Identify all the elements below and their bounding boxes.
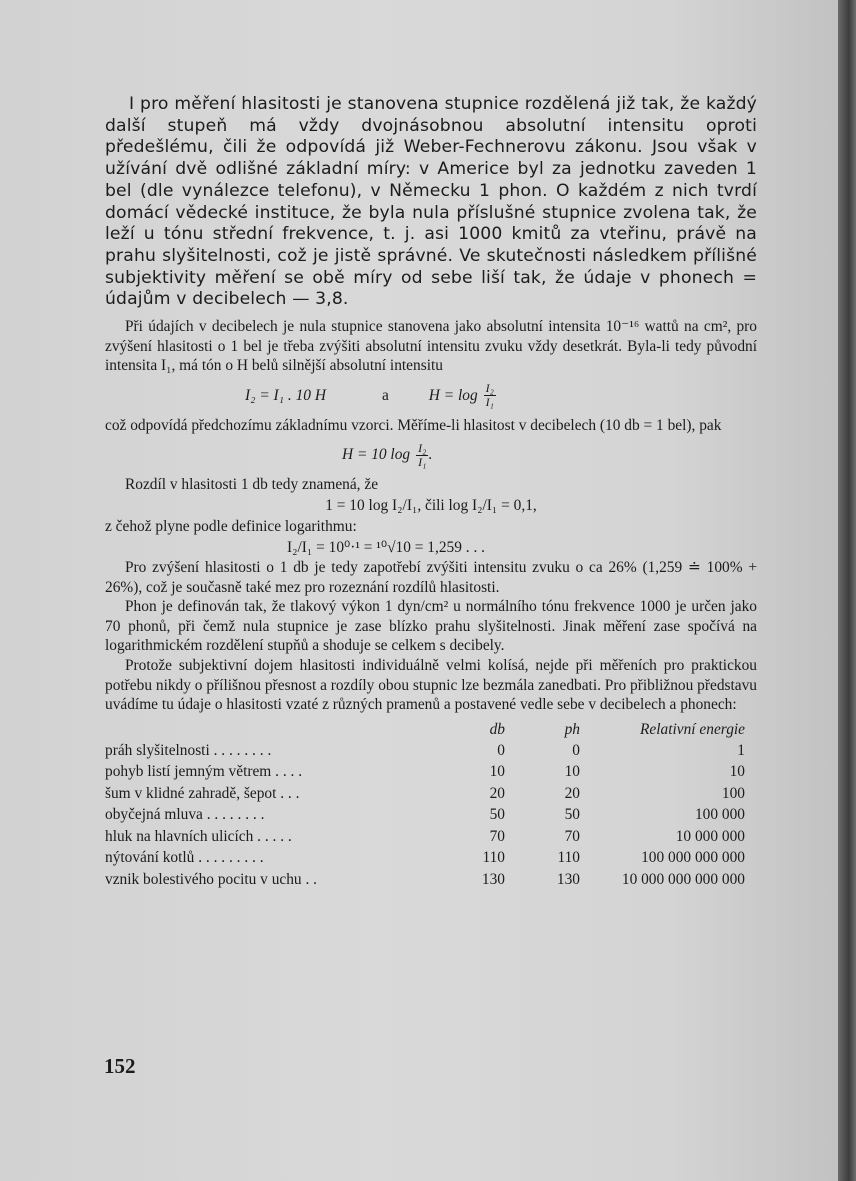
formula-intensity-and: a	[381, 386, 389, 404]
formula-decibel	[105, 435, 757, 475]
paragraph-comparison: Protože subjektivní dojem hlasitosti individuálně velmi kolísá, nejde při měřeních pro praktickou potřebu nikdy o přílišnou přesnost a rozdíly obou stupnic lze bezmála zanedbati. Pro přibližnou představu uvádíme tu údaje o hlasitosti vzaté z různých pramenů a postavené vedle sebe v decibelech a phonech:	[105, 656, 757, 714]
row-energy: 100 000	[694, 806, 745, 824]
page-gutter-shadow	[838, 0, 856, 1181]
row-energy: 100 000 000 000	[641, 849, 745, 867]
paragraph-one-db: Rozdíl v hlasitosti 1 db tedy znamená, že	[125, 476, 379, 494]
row-ph: 10	[564, 763, 580, 781]
table-row	[105, 847, 745, 869]
paragraph-decibel-definition: Při údajích v decibelech je nula stupnice stanovena jako absolutní intensita 10⁻¹⁶ wattů na cm², pro zvýšení hlasitosti o 1 bel je třeba zvýšiti absolutní intensitu zvuku vždy desetkrát. Byla-li tedy původní intensita I₁, má tón o H belů silnější absolutní intensitu	[105, 318, 757, 375]
paragraph-decibel-formula-intro: což odpovídá předchozímu základnímu vzorci. Měříme-li hlasitost v decibelech (10 db = 1 bel), pak	[105, 416, 722, 434]
line-log-definition: z čehož plyne podle definice logarithmu:	[105, 518, 357, 535]
header-ph: ph	[564, 720, 580, 738]
row-energy: 10	[729, 763, 745, 781]
table-row	[105, 826, 745, 848]
row-label: šum v klidné zahradě, šepot . . .	[105, 784, 300, 802]
row-ph: 50	[564, 806, 580, 824]
row-label: práh slyšitelnosti . . . . . . . .	[105, 741, 272, 759]
row-db: 70	[489, 827, 505, 845]
page-number: 152	[104, 1054, 136, 1078]
paragraph-intro: I pro měření hlasitosti je stanovena stupnice rozdělená již tak, že každý další stupeň má vždy dvojnásobnou absolutní intensitu oproti předešlému, čili že odpovídá již Weber-Fechnerovu zákonu. Jsou však v užívání dvě odlišné základní míry: v Americe byl za jednotku zaveden 1 bel (dle vynálezce telefonu), v Německu 1 phon. O každém z nich tvrdí domácí vědecké instituce, že byla nula příslušné stupnice zvolena tak, že leží u tónu střední frekvence, t. j. asi 1000 kmitů za vteřinu, právě na prahu slyšitelnosti, což je jistě správné. Ve skutečnosti následkem přílišné subjektivity měření se obě míry od sebe liší tak, že údaje v phonech = údajům v decibelech — 3,8.	[105, 94, 757, 310]
row-label: nýtování kotlů . . . . . . . . .	[105, 849, 264, 867]
fraction-decibel-numerator: I₂	[418, 440, 427, 455]
formula-intensity-left: I₂ = I₁ . 10 H	[245, 386, 326, 404]
row-ph: 70	[564, 827, 580, 845]
row-db: 10	[489, 763, 505, 781]
fraction-denominator: I₁	[485, 395, 494, 410]
row-ph: 130	[556, 870, 580, 888]
header-energy: Relativní energie	[640, 720, 745, 738]
row-energy: 100	[721, 784, 745, 802]
fraction-numerator: I₂	[485, 381, 494, 396]
formula-decibel-text: H = 10 log	[342, 446, 411, 464]
row-energy: 1	[737, 741, 745, 759]
formula-decibel-period: .	[428, 446, 433, 464]
row-db: 20	[489, 784, 505, 802]
table-header-row	[105, 719, 745, 740]
table-row	[105, 761, 745, 783]
table-row	[105, 869, 745, 891]
paragraph-increase: Pro zvýšení hlasitosti o 1 db je tedy zapotřebí zvýšiti intensitu zvuku o ca 26% (1,259 ≐ 100% + 26%), což je současně také mez pro rozeznání rozdílů hlasitosti.	[105, 559, 757, 596]
row-db: 130	[481, 870, 505, 888]
row-energy: 10 000 000	[675, 827, 745, 845]
row-label: obyčejná mluva . . . . . . . .	[105, 806, 265, 824]
row-label: hluk na hlavních ulicích . . . . .	[105, 827, 292, 845]
table-row	[105, 783, 745, 805]
section-serif	[105, 317, 757, 890]
row-label: pohyb listí jemným větrem . . . .	[105, 763, 303, 781]
header-db: db	[489, 720, 505, 738]
page-content	[105, 94, 757, 890]
formula-intensity	[105, 376, 757, 416]
row-ph: 110	[557, 849, 580, 867]
equation-log-ratio: 1 = 10 log I₂/I₁, čili log I₂/I₁ = 0,1,	[325, 497, 537, 514]
row-ph: 0	[572, 741, 580, 759]
fraction-decibel-denominator: I₁	[418, 454, 427, 469]
fraction-i2-i1	[484, 382, 496, 409]
table-row	[105, 740, 745, 762]
row-energy: 10 000 000 000 000	[621, 870, 745, 888]
equation-ratio-value: I₂/I₁ = 10⁰·¹ = ¹⁰√10 = 1,259 . . .	[287, 539, 486, 556]
table-row	[105, 804, 745, 826]
section-sans	[105, 94, 757, 311]
row-db: 110	[482, 849, 505, 867]
row-label: vznik bolestivého pocitu v uchu . .	[105, 870, 318, 888]
formula-intensity-right: H = log	[428, 386, 478, 404]
row-db: 0	[497, 741, 505, 759]
row-ph: 20	[564, 784, 580, 802]
fraction-decibel	[416, 442, 428, 469]
loudness-table	[105, 719, 745, 891]
paragraph-phon: Phon je definován tak, že tlakový výkon 1 dyn/cm² u normálního tónu frekvence 1000 je určen jako 70 phonů, při čemž nula stupnice je zase blízko prahu slyšitelnosti. Jinak měření zase spočívá na logarithmickém rozdělení stupňů a shoduje se celkem s decibely.	[105, 598, 757, 655]
row-db: 50	[489, 806, 505, 824]
